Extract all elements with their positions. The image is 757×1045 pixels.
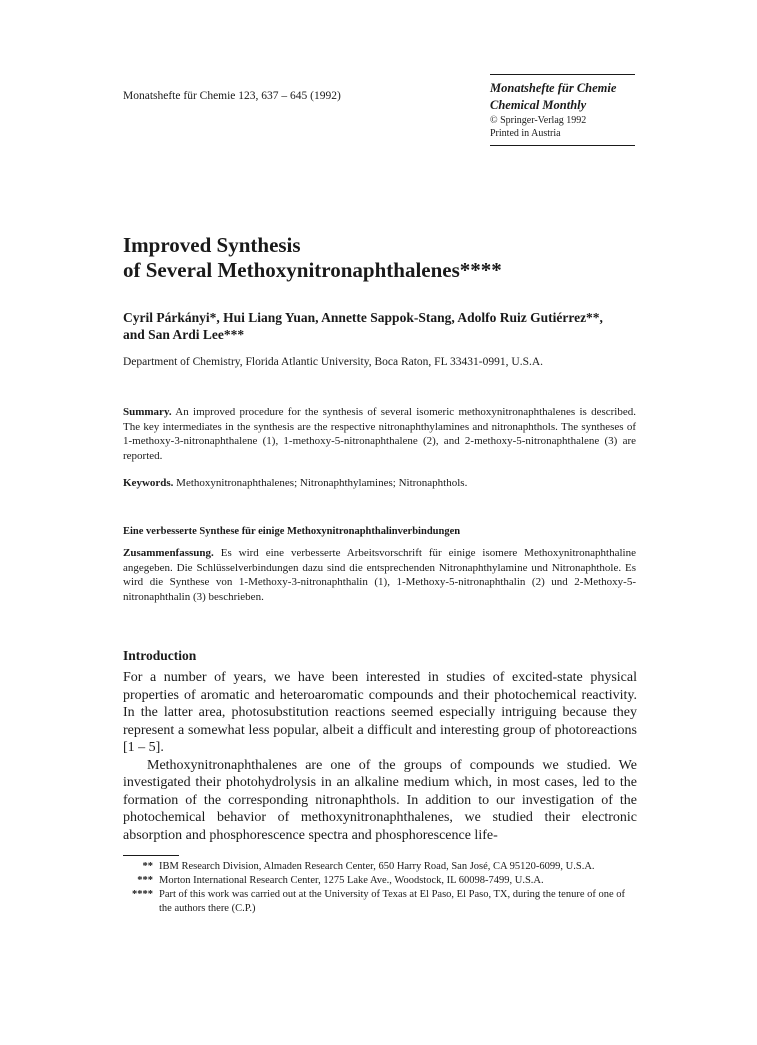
intro-paragraph-1: For a number of years, we have been interested in studies of excited-state physical properties of aromatic and heteroaromatic compounds and their photochemical reactivity. In the latter area, photosubstitution reactions seemed especially intriguing because they represent a somewhat less popular, albeit a difficult and interesting group of photoreactions [1 – 5]. <box>123 670 637 755</box>
printed-line: Printed in Austria <box>490 128 561 139</box>
footnote-mark: **** <box>132 889 153 900</box>
keywords-text: Methoxynitronaphthalenes; Nitronaphthylamines; Nitronaphthols. <box>176 477 468 489</box>
footnote-mark: *** <box>137 875 153 886</box>
masthead-top-rule <box>490 74 635 75</box>
article-title <box>123 233 502 283</box>
footnote-mark: ** <box>142 861 153 872</box>
journal-masthead <box>490 74 635 146</box>
summary-text: An improved procedure for the synthesis of several isomeric methoxynitronaphthalenes is described. The key intermediates in the synthesis are the respective nitronaphthylamines and nitronaphthols. The syntheses of 1-methoxy-3-nitronaphthalene (1), 1-methoxy-5-nitronaphthalene (2), and 2-methoxy-5-nitronaphthalene (3) are reported. <box>123 406 636 462</box>
zusammenfassung-label: Zusammenfassung. <box>123 547 214 559</box>
summary-label: Summary. <box>123 406 172 418</box>
keywords-block <box>123 476 636 491</box>
german-title: Eine verbesserte Synthese für einige Methoxynitronaphthalinverbindungen <box>123 526 461 537</box>
zusammenfassung-block <box>123 546 636 604</box>
footnote-text: Morton International Research Center, 1275 Lake Ave., Woodstock, IL 60098-7499, U.S.A. <box>159 875 544 886</box>
footnote-text: IBM Research Division, Almaden Research Center, 650 Harry Road, San José, CA 95120-6099, U.S.A. <box>159 861 595 872</box>
keywords-label: Keywords. <box>123 477 174 489</box>
summary-block <box>123 405 636 463</box>
footnote-item <box>123 874 637 888</box>
authors-line-2: and San Ardi Lee*** <box>123 327 245 342</box>
journal-subtitle: Chemical Monthly <box>490 98 587 112</box>
footnote-item <box>123 860 637 874</box>
authors-line-1: Cyril Párkányi*, Hui Liang Yuan, Annette Sappok-Stang, Adolfo Ruiz Gutiérrez**, <box>123 310 603 325</box>
introduction-body <box>123 669 637 844</box>
title-line-2: of Several Methoxynitronaphthalenes**** <box>123 258 502 282</box>
footnotes <box>123 860 637 916</box>
masthead-bottom-rule <box>490 145 635 146</box>
introduction-heading: Introduction <box>123 648 197 663</box>
title-line-1: Improved Synthesis <box>123 233 301 257</box>
footnote-item <box>123 888 637 916</box>
citation-line: Monatshefte für Chemie 123, 637 – 645 (1992) <box>123 90 341 102</box>
affiliation: Department of Chemistry, Florida Atlantic University, Boca Raton, FL 33431-0991, U.S.A. <box>123 356 544 368</box>
copyright-line: © Springer-Verlag 1992 <box>490 115 587 126</box>
intro-paragraph-2: Methoxynitronaphthalenes are one of the groups of compounds we studied. We investigated their photohydrolysis in an alkaline medium which, in most cases, led to the formation of the corresponding nitronaphthols. In addition to our investigation of the photochemical behavior of methoxynitronaphthalenes, we studied their electronic absorption and phosphorescence spectra and phosphorescence life- <box>123 757 637 843</box>
journal-title: Monatshefte für Chemie <box>490 81 617 95</box>
footnote-text: Part of this work was carried out at the University of Texas at El Paso, El Paso, TX, during the tenure of one of the authors there (C.P.) <box>159 889 626 914</box>
footnote-rule <box>123 855 179 856</box>
author-list <box>123 309 643 343</box>
zusammenfassung-text: Es wird eine verbesserte Arbeitsvorschrift für einige isomere Methoxynitronaphthaline angegeben. Die Schlüsselverbindungen dazu sind die entsprechenden Nitronaphthylamine und Nitronaphthole. Es wird die Synthese von 1-Methoxy-3-nitronaphthalin (1), 1-Methoxy-5-nitronaphthalin (2) und 2-Methoxy-5-nitronaphthalin (3) beschrieben. <box>123 547 636 603</box>
